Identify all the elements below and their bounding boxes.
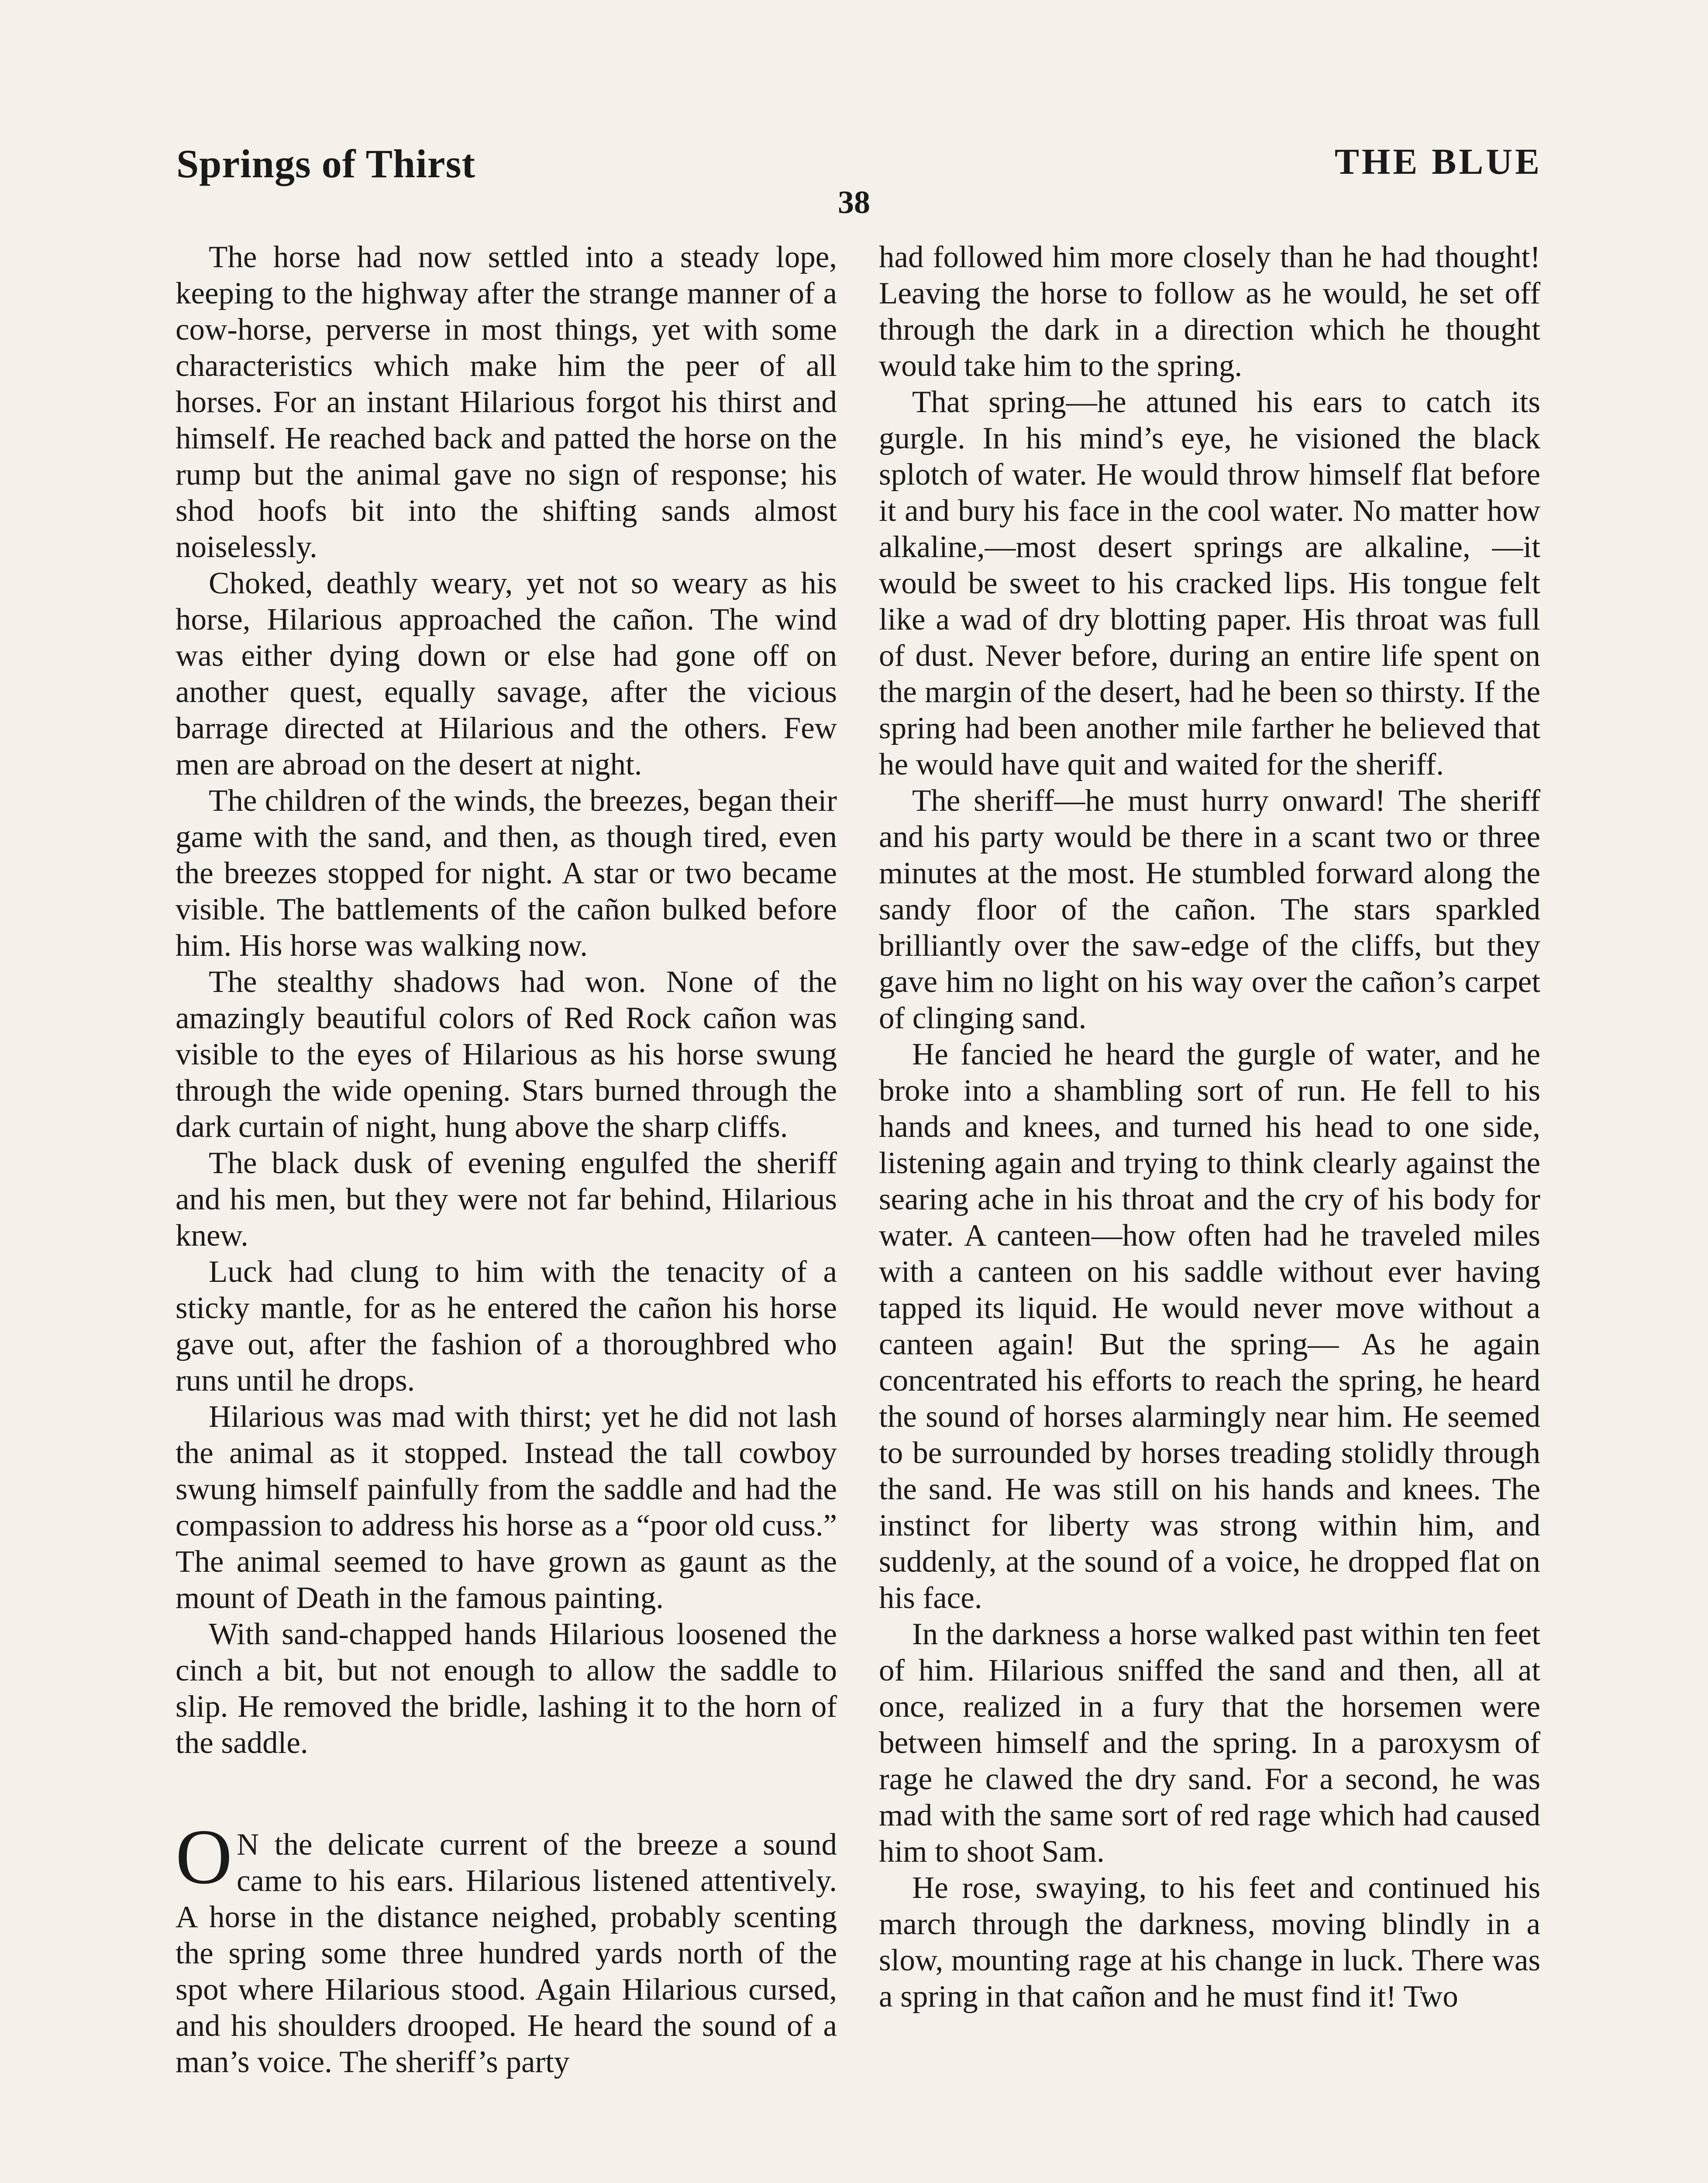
paragraph: The horse had now settled into a steady lope, keeping to the highway after the strange manner of a cow-horse, perverse in most things, yet with some characteristics which make him the peer of all horses. For an instant Hilarious forgot his thirst and himself. He reached back and patted the horse on the rump but the animal gave no sign of response; his shod hoofs bit into the shifting sands almost noiselessly. [176, 240, 837, 564]
running-title: Springs of Thirst [176, 141, 476, 186]
paragraph: That spring—he attuned his ears to catch its gurgle. In his mind’s eye, he visioned the black splotch of water. He would throw himself flat before it and bury his face in the cool water. No matter how alkaline,—most desert springs are alkaline, —it would be sweet to his cracked lips. His tongue felt like a wad of dry blotting paper. His throat was full of dust. Never before, during an entire life spent on the margin of the desert, had he been so thirsty. If the spring had been another mile farther he believed that he would have quit and waited for the sheriff. [879, 385, 1540, 782]
paragraph: The black dusk of evening engulfed the sheriff and his men, but they were not far behind, Hilarious knew. [176, 1146, 837, 1253]
right-column [879, 239, 1540, 2015]
section-opening-paragraph [176, 1813, 837, 2080]
paragraph: Hilarious was mad with thirst; yet he did not lash the animal as it stopped. Instead the tall cowboy swung himself painfully from the saddle and had the compassion to address his horse as a “poor old cuss.” The animal seemed to have grown as gaunt as the mount of Death in the famous painting. [176, 1400, 837, 1615]
page-number: 38 [838, 185, 870, 220]
paragraph: He rose, swaying, to his feet and continued his march through the darkness, moving blindly in a slow, mounting rage at his change in luck. There was a spring in that cañon and he must find it! Two [879, 1871, 1540, 2014]
paragraph: Choked, deathly weary, yet not so weary as his horse, Hilarious approached the cañon. The wind was either dying down or else had gone off on another quest, equally savage, after the vicious barrage directed at Hilarious and the others. Few men are abroad on the desert at night. [176, 566, 837, 782]
magazine-title: THE BLUE [1334, 141, 1542, 182]
paragraph: Luck had clung to him with the tenacity of a sticky mantle, for as he entered the cañon his horse gave out, after the fashion of a thoroughbred who runs until he drops. [176, 1255, 837, 1398]
section-opening-text: N the delicate current of the breeze a sound came to his ears. Hilarious listened attentively. A horse in the distance neighed, probably scenting the spring some three hundred yards north of the spot where Hilarious stood. Again Hilarious cursed, and his shoulders drooped. He heard the sound of a man’s voice. The sheriff’s party [176, 1828, 837, 2079]
paragraph: The children of the winds, the breezes, began their game with the sand, and then, as though tired, even the breezes stopped for night. A star or two became visible. The battlements of the cañon bulked before him. His horse was walking now. [176, 784, 837, 963]
paragraph: He fancied he heard the gurgle of water, and he broke into a shambling sort of run. He fell to his hands and knees, and turned his head to one side, listening again and trying to think clearly against the searing ache in his throat and the cry of his body for water. A canteen—how often had he traveled miles with a canteen on his saddle without ever having tapped its liquid. He would never move without a canteen again! But the spring— As he again concentrated his efforts to reach the spring, he heard the sound of horses alarmingly near him. He seemed to be surrounded by horses treading stolidly through the sand. He was still on his hands and knees. The instinct for liberty was strong within him, and suddenly, at the sound of a voice, he dropped flat on his face. [879, 1037, 1540, 1615]
paragraph: With sand-chapped hands Hilarious loosened the cinch a bit, but not enough to allow the saddle to slip. He removed the bridle, lashing it to the horn of the saddle. [176, 1617, 837, 1760]
drop-cap: O [176, 1813, 232, 1900]
paragraph-continued: had followed him more closely than he had thought! Leaving the horse to follow as he would, he set off through the dark in a direction which he thought would take him to the spring. [879, 240, 1540, 383]
paragraph: The stealthy shadows had won. None of the amazingly beautiful colors of Red Rock cañon was visible to the eyes of Hilarious as his horse swung through the wide opening. Stars burned through the dark curtain of night, hung above the sharp cliffs. [176, 965, 837, 1144]
paragraph: In the darkness a horse walked past within ten feet of him. Hilarious sniffed the sand and then, all at once, realized in a fury that the horsemen were between himself and the spring. In a paroxysm of rage he clawed the dry sand. For a second, he was mad with the same sort of red rage which had caused him to shoot Sam. [879, 1617, 1540, 1869]
paragraph: The sheriff—he must hurry onward! The sheriff and his party would be there in a scant two or three minutes at the most. He stumbled forward along the sandy floor of the cañon. The stars sparkled brilliantly over the saw-edge of the cliffs, but they gave him no light on his way over the cañon’s carpet of clinging sand. [879, 784, 1540, 1035]
left-column [176, 239, 837, 2080]
